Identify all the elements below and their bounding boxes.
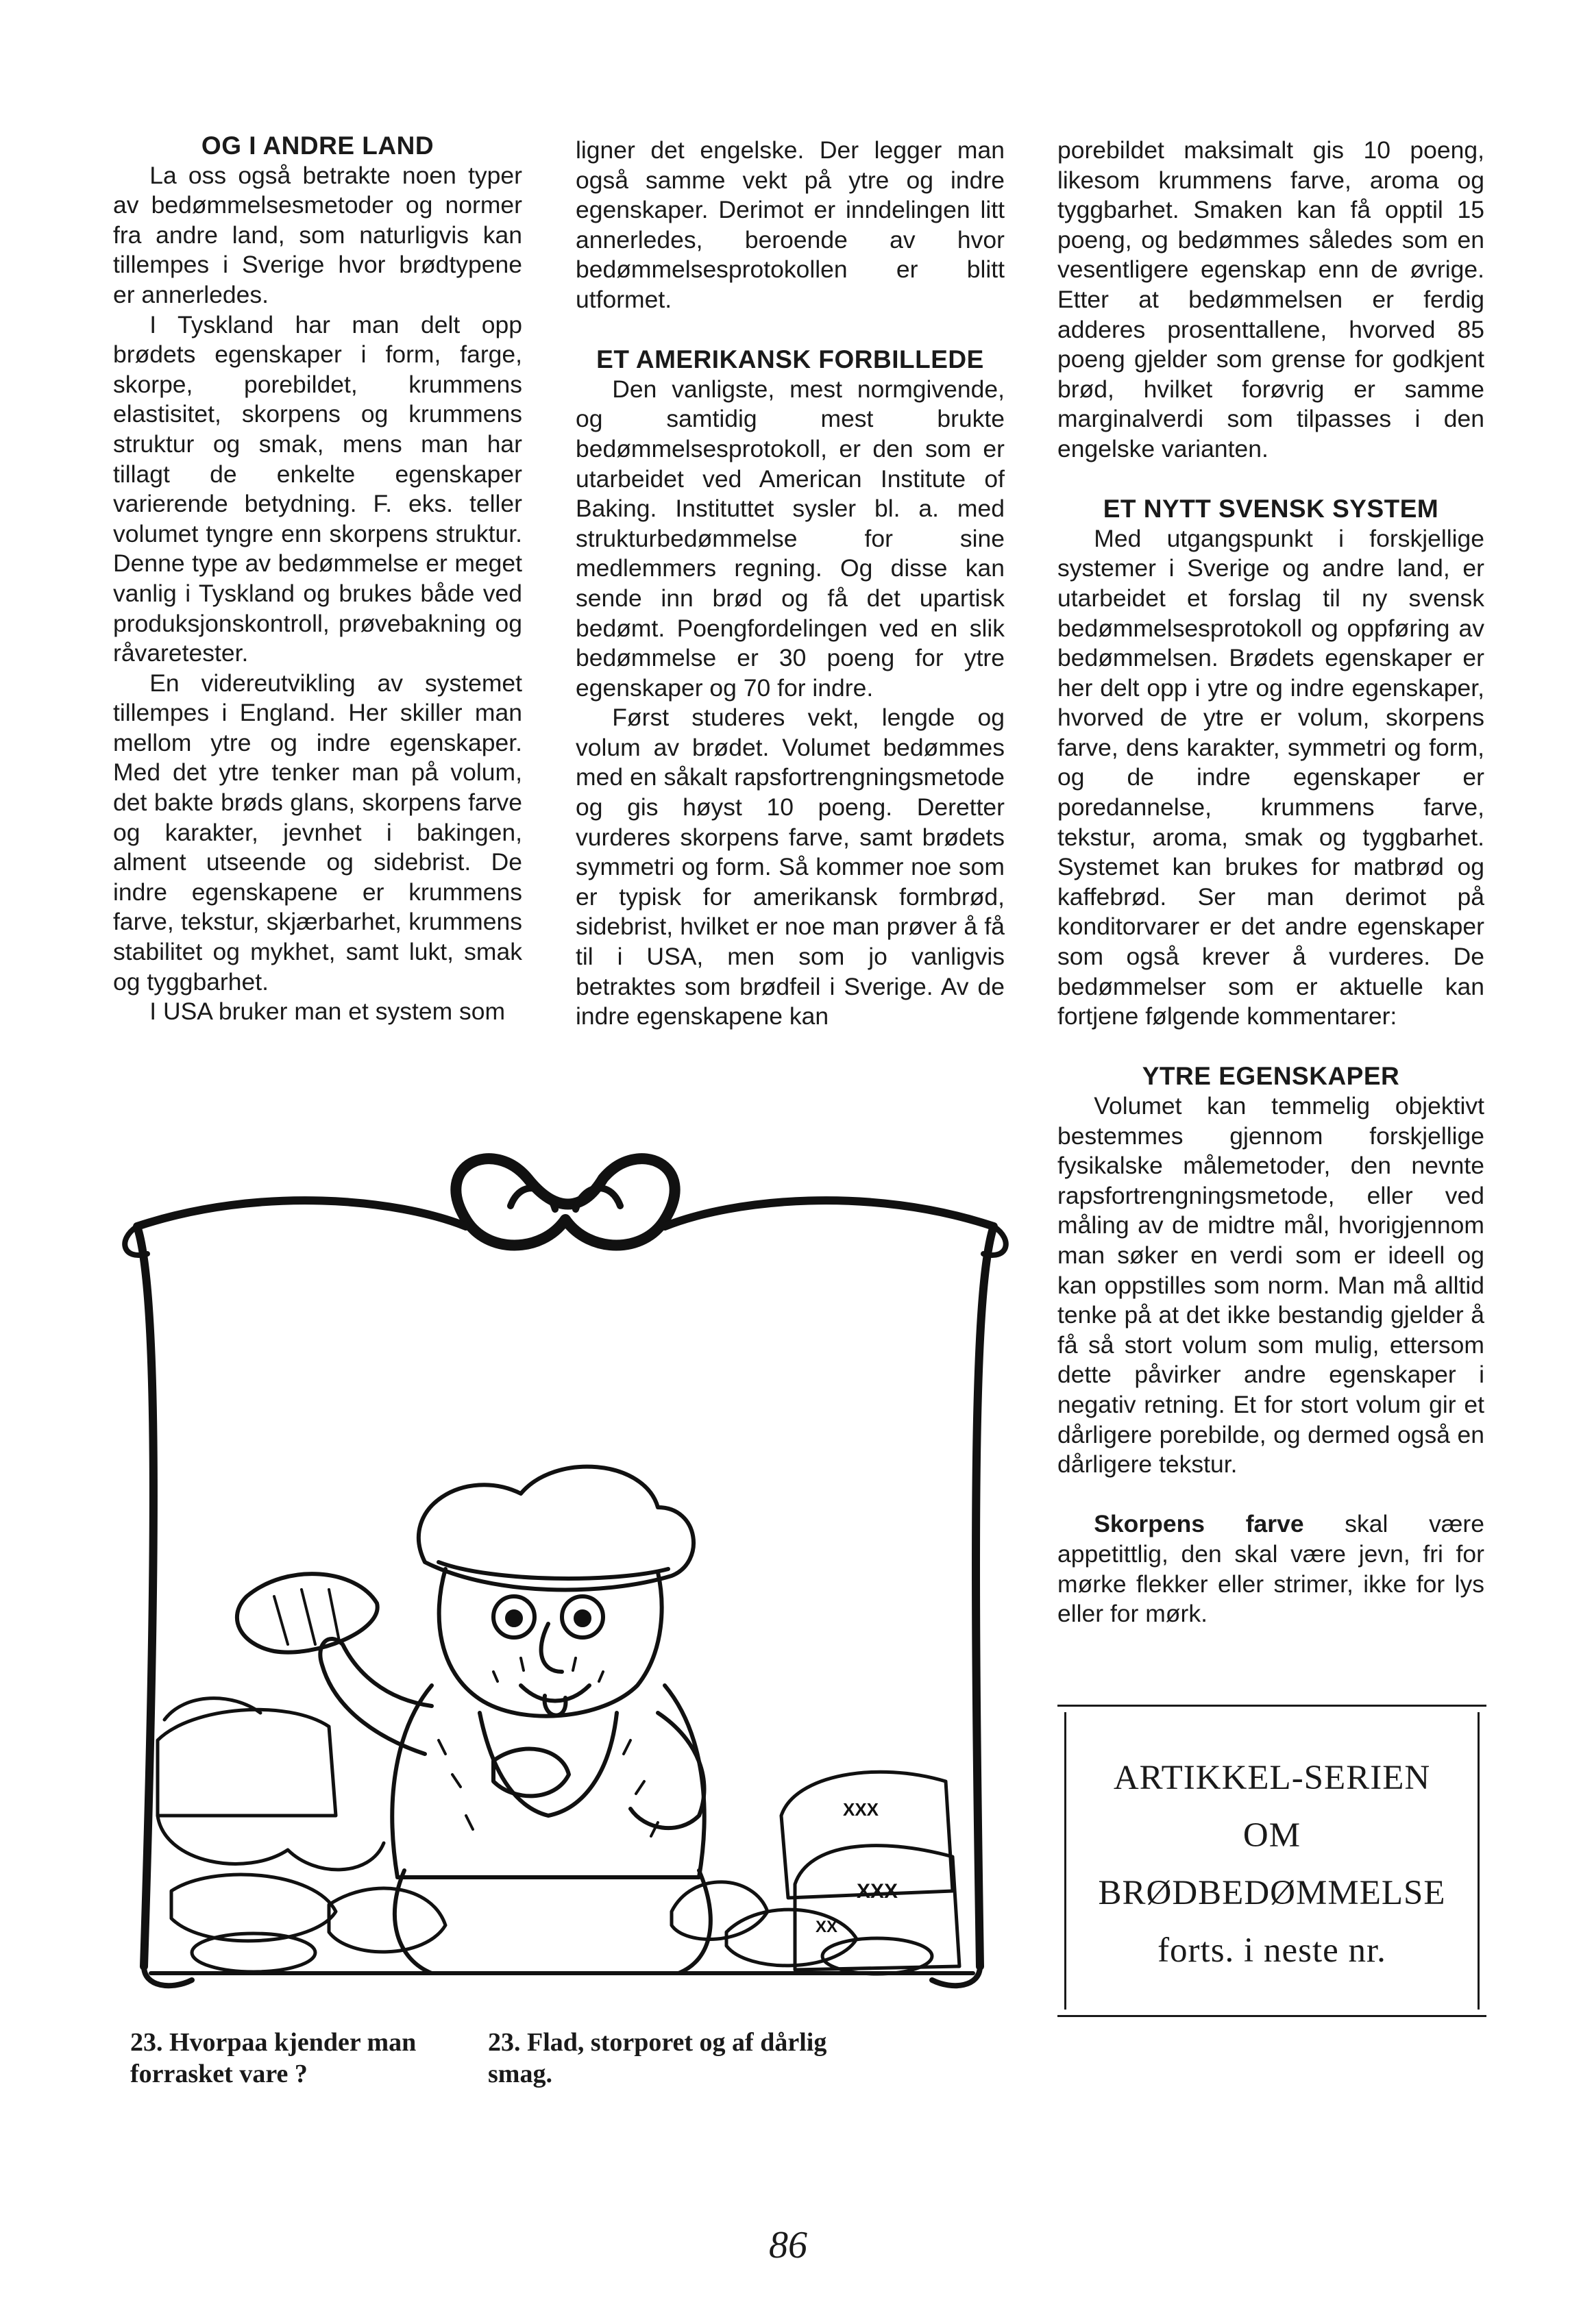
text-column-1 bbox=[113, 131, 522, 1027]
page-number: 86 bbox=[769, 2224, 807, 2266]
illustration-caption-question: 23. Hvorpaa kjender man forrasket vare ? bbox=[130, 2028, 417, 2088]
paragraph: En videreutvikling av systemet tillempes i England. Her skiller man mellom ytre og indre egenskaper. Med det ytre tenker man på volum, det bakte brøds glans, skorpens farve og karakter, jevnhet i bakingen, alment utseende og sidebrist. De indre egenskapene er krummens farve, tekstur, skjærbarhet, krummens stabilitet og mykhet, samt lukt, smak og tyggbarhet. bbox=[113, 669, 522, 996]
series-line: forts. i neste nr. bbox=[1157, 1931, 1386, 1970]
section-heading-other-countries: OG I ANDRE LAND bbox=[201, 132, 434, 160]
sack-label: XX bbox=[816, 1918, 838, 1936]
paragraph: Med utgangspunkt i forskjellige systemer i Sverige og andre land, er utarbeidet et forslag til ny svensk bedømmelsesprotokoll og oppføring av bedømmelsen. Brødets egenskaper er her delt opp i ytre og indre egenskaper, hvorved de ytre er volum, skorpens farve, dens karakter, symmetri og form, og de indre egenskaper er poredannelse, krummens farve, tekstur, aroma, smak og tyggbarhet. Systemet kan brukes for matbrød og kaffebrød. Ser man derimot på konditorvarer er det andre egenskaper som også krever å vurderes. De bedømmelser som er aktuelle kan fortjene følgende kommentarer: bbox=[1057, 524, 1484, 1030]
paragraph: Først studeres vekt, lengde og volum av brødet. Volumet bedømmes med en såkalt rapsfortrengningsmetode og gis høyst 10 poeng. Deretter vurderes skorpens farve, samt brødets symmetri og form. Så kommer noe som er typisk for amerikansk formbrød, sidebrist, hvilket er noe man prøver å få til i USA, men som jo vanligvis betraktes som brødfeil i Sverige. Av de indre egenskapene kan bbox=[576, 704, 1005, 1030]
series-box-text bbox=[1057, 1749, 1486, 1979]
paragraph: I Tyskland har man delt opp brødets egenskaper i form, farge, skorpe, porebildet, krummens elastisitet, skorpens og krummens struktur og smak, mens man har tillagt de enkelte egenskaper varierende betydning. F. eks. teller volumet tyngre enn skorpens struktur. Denne type av bedømmelse er meget vanlig i Tyskland og brukes både ved produksjonskontroll, prøvebakning og råvaretester. bbox=[113, 310, 522, 667]
flour-sacks-icon bbox=[672, 1772, 959, 1974]
baker-cartoon-illustration bbox=[110, 1124, 1011, 2007]
series-line: ARTIKKEL-SERIEN bbox=[1113, 1759, 1431, 1797]
paragraph: Volumet kan temmelig objektivt bestemmes gjennom forskjellige fysikalske målemetoder, den nevnte rapsfortrengningsmetode, eller ved måling av de midtre mål, hvorigjennom man søker en verdi som er ideell og kan oppstilles som norm. Man må alltid tenke på at det ikke bestandig gjelder å få så stort volum som mulig, ettersom dette påvirker andre egenskaper i negativ retning. Et for stort volum gir et dårligere porebilde, og dermed også en dårligere tekstur. bbox=[1057, 1092, 1484, 1479]
ornamental-frame bbox=[125, 1200, 1006, 1986]
paragraph: La oss også betrakte noen typer av bedømmelsesmetoder og normer fra andre land, som naturligvis kan tillempes i Sverige hvor brødtypene er annerledes. bbox=[113, 161, 522, 308]
series-line: BRØDBEDØMMELSE bbox=[1098, 1874, 1446, 1912]
bold-lead-in: Skorpens farve bbox=[1094, 1510, 1304, 1538]
text-column-3 bbox=[1057, 136, 1484, 1629]
paragraph: Den vanligste, mest normgivende, og samtidig mest brukte bedømmelsesprotokoll, er den som er utarbeidet ved American Institute of Baking. Instituttet sysler bl. a. med strukturbedømmelse for sine medlemmers regning. Og disse kan sende inn brød og få det upartisk bedømt. Poengfordelingen ved en slik bedømmelse er 30 poeng for ytre egenskaper og 70 for indre. bbox=[576, 375, 1005, 702]
paragraph: ligner det engelske. Der legger man også samme vekt på ytre og indre egenskaper. Derimot er inndelingen litt annerledes, beroende av hvor bedømmelsesprotokollen er blitt utformet. bbox=[576, 136, 1005, 313]
paragraph: Skorpens farve skal være appetittlig, den skal være jevn, fri for mørke flekker eller strimer, ikke for lys eller for mørk. bbox=[1057, 1510, 1484, 1628]
illustration-caption-answer: 23. Flad, storporet og af dårlig smag. bbox=[488, 2028, 827, 2088]
section-heading-outer-properties: YTRE EGENSKAPER bbox=[1142, 1062, 1400, 1091]
paragraph: I USA bruker man et system som bbox=[149, 998, 506, 1026]
sack-label: XXX bbox=[843, 1799, 879, 1820]
baker-figure bbox=[237, 1467, 711, 1973]
text-column-2 bbox=[576, 136, 1005, 1032]
sack-label: XXX bbox=[857, 1880, 898, 1903]
section-heading-new-swedish-system: ET NYTT SVENSK SYSTEM bbox=[1103, 495, 1439, 523]
series-line: OM bbox=[1242, 1816, 1301, 1855]
paragraph: porebildet maksimalt gis 10 poeng, likesom krummens farve, aroma og tyggbarhet. Smaken kan få opptil 15 poeng, og bedømmes således som en vesentligere egenskap enn de øvrige. Etter at bedømmelsen er ferdig adderes prosenttallene, hvorved 85 poeng gjelder som grense for godkjent brød, hvilket forøvrig er samme marginalverdi som tilpasses i den engelske varianten. bbox=[1057, 136, 1484, 462]
article-series-box bbox=[1057, 1705, 1486, 2017]
section-heading-american-model: ET AMERIKANSK FORBILLEDE bbox=[596, 345, 984, 374]
pretzel-ornament-icon bbox=[456, 1159, 674, 1245]
